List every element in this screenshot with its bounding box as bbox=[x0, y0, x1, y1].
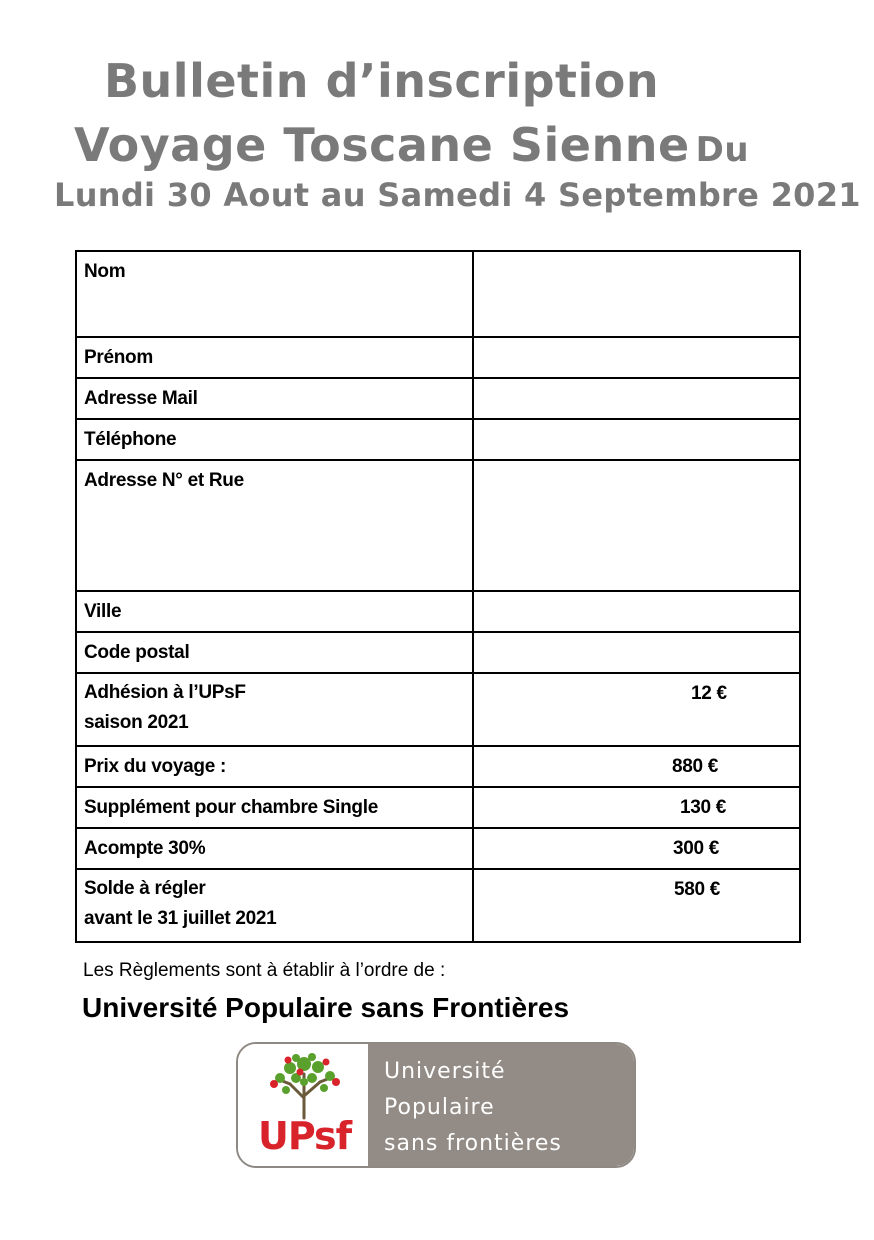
form-row-membership bbox=[76, 673, 800, 746]
form-row-address bbox=[76, 460, 800, 591]
logo-text-line2: Populaire bbox=[384, 1095, 495, 1120]
label-city: Ville bbox=[76, 591, 473, 632]
payment-note: Les Règlements sont à établir à l’ordre de : bbox=[83, 960, 446, 981]
form-row-city bbox=[76, 591, 800, 632]
form-row-price bbox=[76, 746, 800, 787]
logo-text-line3: sans frontières bbox=[384, 1131, 562, 1156]
form-row-single-supplement bbox=[76, 787, 800, 828]
field-prenom[interactable] bbox=[473, 337, 800, 378]
registration-form-table bbox=[75, 250, 801, 943]
logo-text-line1: Université bbox=[384, 1059, 506, 1084]
title-line-2-suffix: Du bbox=[695, 130, 750, 170]
value-membership: 12 € bbox=[473, 673, 800, 746]
title-line-2 bbox=[74, 118, 749, 172]
label-membership bbox=[76, 673, 473, 746]
field-postcode[interactable] bbox=[473, 632, 800, 673]
label-address: Adresse N° et Rue bbox=[76, 460, 473, 591]
label-email: Adresse Mail bbox=[76, 378, 473, 419]
title-dates: Lundi 30 Aout au Samedi 4 Septembre 2021 bbox=[54, 176, 861, 214]
label-price: Prix du voyage : bbox=[76, 746, 473, 787]
title-line-2-main: Voyage Toscane Sienne bbox=[74, 118, 690, 172]
value-price: 880 € bbox=[473, 746, 800, 787]
logo-emblem bbox=[238, 1044, 368, 1166]
label-balance bbox=[76, 869, 473, 942]
label-phone: Téléphone bbox=[76, 419, 473, 460]
logo-text-panel bbox=[368, 1044, 634, 1166]
form-row-prenom bbox=[76, 337, 800, 378]
value-balance: 580 € bbox=[473, 869, 800, 942]
logo-acronym: UPsf bbox=[258, 1114, 352, 1158]
label-balance-line2: avant le 31 juillet 2021 bbox=[84, 908, 277, 929]
label-membership-line1: Adhésion à l’UPsF bbox=[84, 682, 246, 703]
value-deposit: 300 € bbox=[473, 828, 800, 869]
field-phone[interactable] bbox=[473, 419, 800, 460]
value-single-supplement: 130 € bbox=[473, 787, 800, 828]
form-row-balance bbox=[76, 869, 800, 942]
form-row-postcode bbox=[76, 632, 800, 673]
label-membership-line2: saison 2021 bbox=[84, 712, 189, 733]
field-city[interactable] bbox=[473, 591, 800, 632]
field-address[interactable] bbox=[473, 460, 800, 591]
label-postcode: Code postal bbox=[76, 632, 473, 673]
label-deposit: Acompte 30% bbox=[76, 828, 473, 869]
field-nom[interactable] bbox=[473, 251, 800, 337]
payee-name: Université Populaire sans Frontières bbox=[82, 992, 570, 1023]
form-row-phone bbox=[76, 419, 800, 460]
label-balance-line1: Solde à régler bbox=[84, 878, 206, 899]
label-nom: Nom bbox=[76, 251, 473, 337]
apple-tree-icon bbox=[266, 1050, 342, 1120]
field-email[interactable] bbox=[473, 378, 800, 419]
label-single-supplement: Supplément pour chambre Single bbox=[76, 787, 473, 828]
form-row-email bbox=[76, 378, 800, 419]
upsf-logo bbox=[236, 1042, 636, 1168]
form-row-nom bbox=[76, 251, 800, 337]
form-row-deposit bbox=[76, 828, 800, 869]
label-prenom: Prénom bbox=[76, 337, 473, 378]
title-line-1: Bulletin d’inscription bbox=[104, 54, 660, 108]
